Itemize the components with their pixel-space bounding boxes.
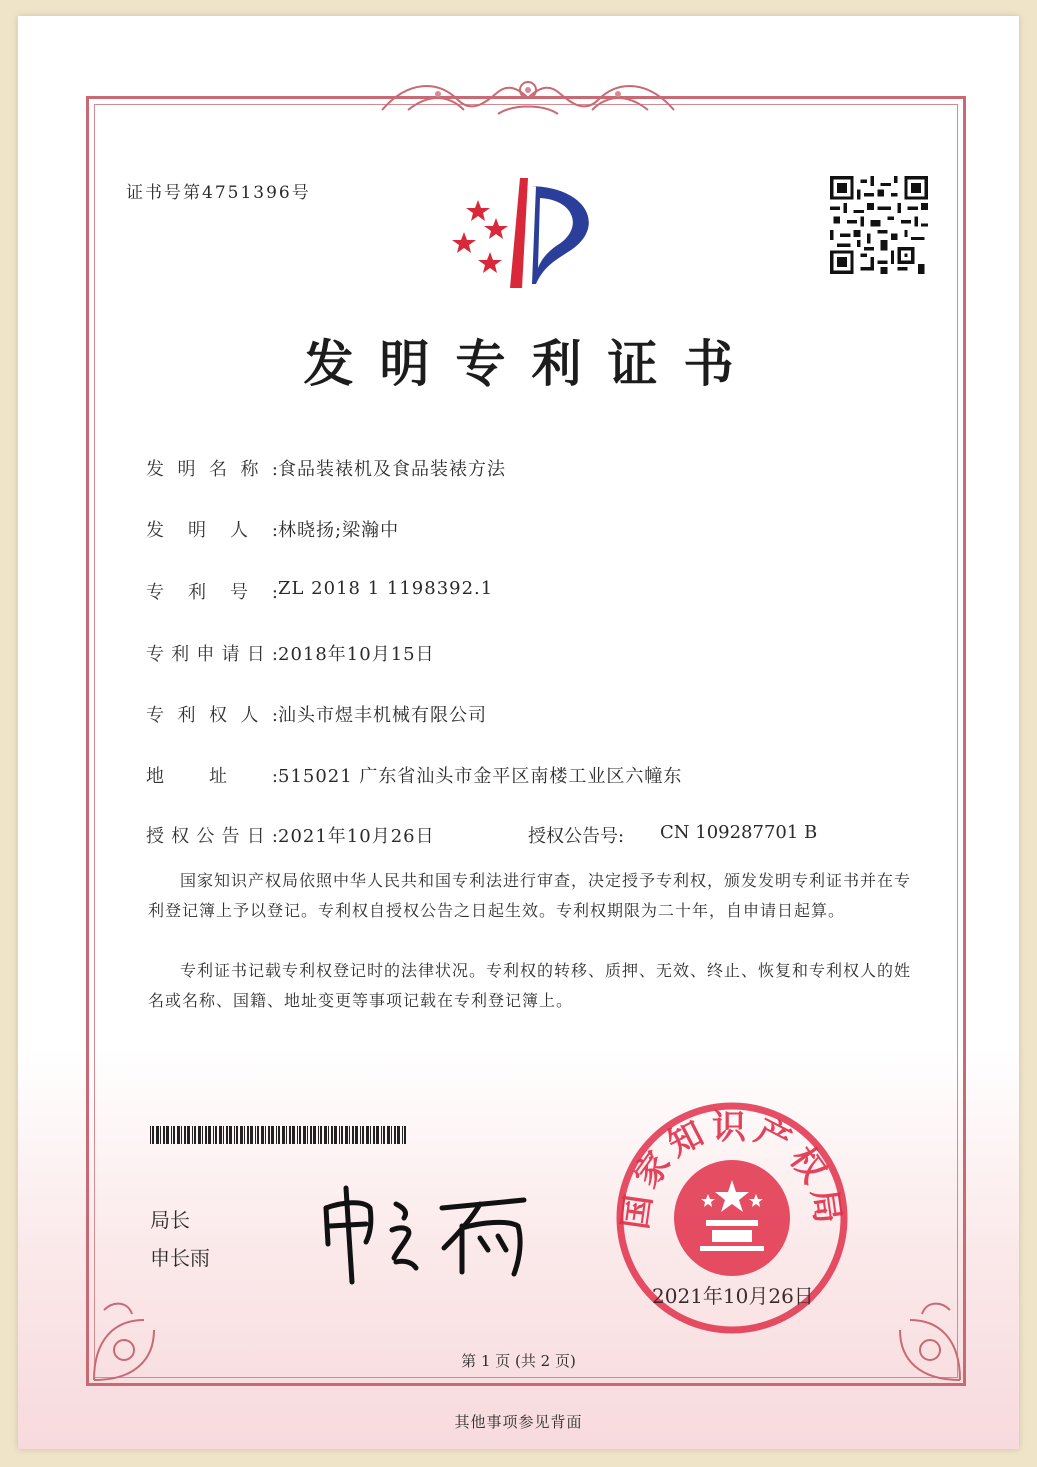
field-value: ZL 2018 1 1198392.1 [278,578,494,599]
back-note: 其他事项参见背面 [454,1413,583,1431]
field-invention-name [146,455,506,481]
barcode-icon [150,1126,408,1144]
field-label: 专利申请日: [146,644,278,665]
field-publication-number [528,822,817,848]
patent-office-emblem-icon [448,168,608,292]
field-inventor [146,516,399,542]
top-ornament-icon [378,70,678,126]
statement-paragraph-2: 专利证书记载专利权登记时的法律状况。专利权的转移、质押、无效、终止、恢复和专利权人的姓名或名称、国籍、地址变更等事项记载在专利登记簿上。 [148,961,912,1010]
field-value: 林晓扬;梁瀚中 [278,520,400,541]
director-title: 局长 [150,1208,190,1232]
field-patentee [146,701,487,727]
statement-paragraph-1: 国家知识产权局依照中华人民共和国专利法进行审查，决定授予专利权，颁发发明专利证书并在专利登记簿上予以登记。专利权自授权公告之日起生效。专利权期限为二十年，自申请日起算。 [148,871,912,920]
qr-code-icon [830,176,928,274]
field-value: 汕头市煜丰机械有限公司 [278,705,487,726]
field-application-date [146,640,435,666]
field-grant-date [146,822,435,848]
field-value: 食品装裱机及食品装裱方法 [278,459,506,480]
field-value: CN 109287701 B [660,822,818,843]
director-name: 申长雨 [150,1246,210,1270]
field-value: 2018年10月15日 [278,644,435,665]
page-number: 第 1 页 (共 2 页) [461,1352,576,1370]
corner-ornament-icon [860,1280,970,1390]
field-address [146,762,682,788]
seal-date: 2021年10月26日 [652,1284,814,1308]
field-label: 授权公告号: [528,826,625,847]
field-label: 专利号: [146,582,278,603]
seal-text: 国家知识产权局 [615,1107,849,1232]
field-label: 地址: [146,766,278,787]
field-label: 发明人: [146,520,278,541]
certificate-number: 证书号第4751396号 [126,183,311,203]
director-signature-icon [312,1178,542,1288]
field-label: 发明名称: [146,459,278,480]
field-label: 授权公告日: [146,826,278,847]
field-value: 515021 广东省汕头市金平区南楼工业区六幢东 [278,766,683,787]
corner-ornament-icon [84,1280,194,1390]
certificate-title: 发明专利证书 [303,335,760,393]
field-label: 专利权人: [146,705,278,726]
field-value: 2021年10月26日 [278,826,435,847]
field-patent-number [146,578,493,604]
